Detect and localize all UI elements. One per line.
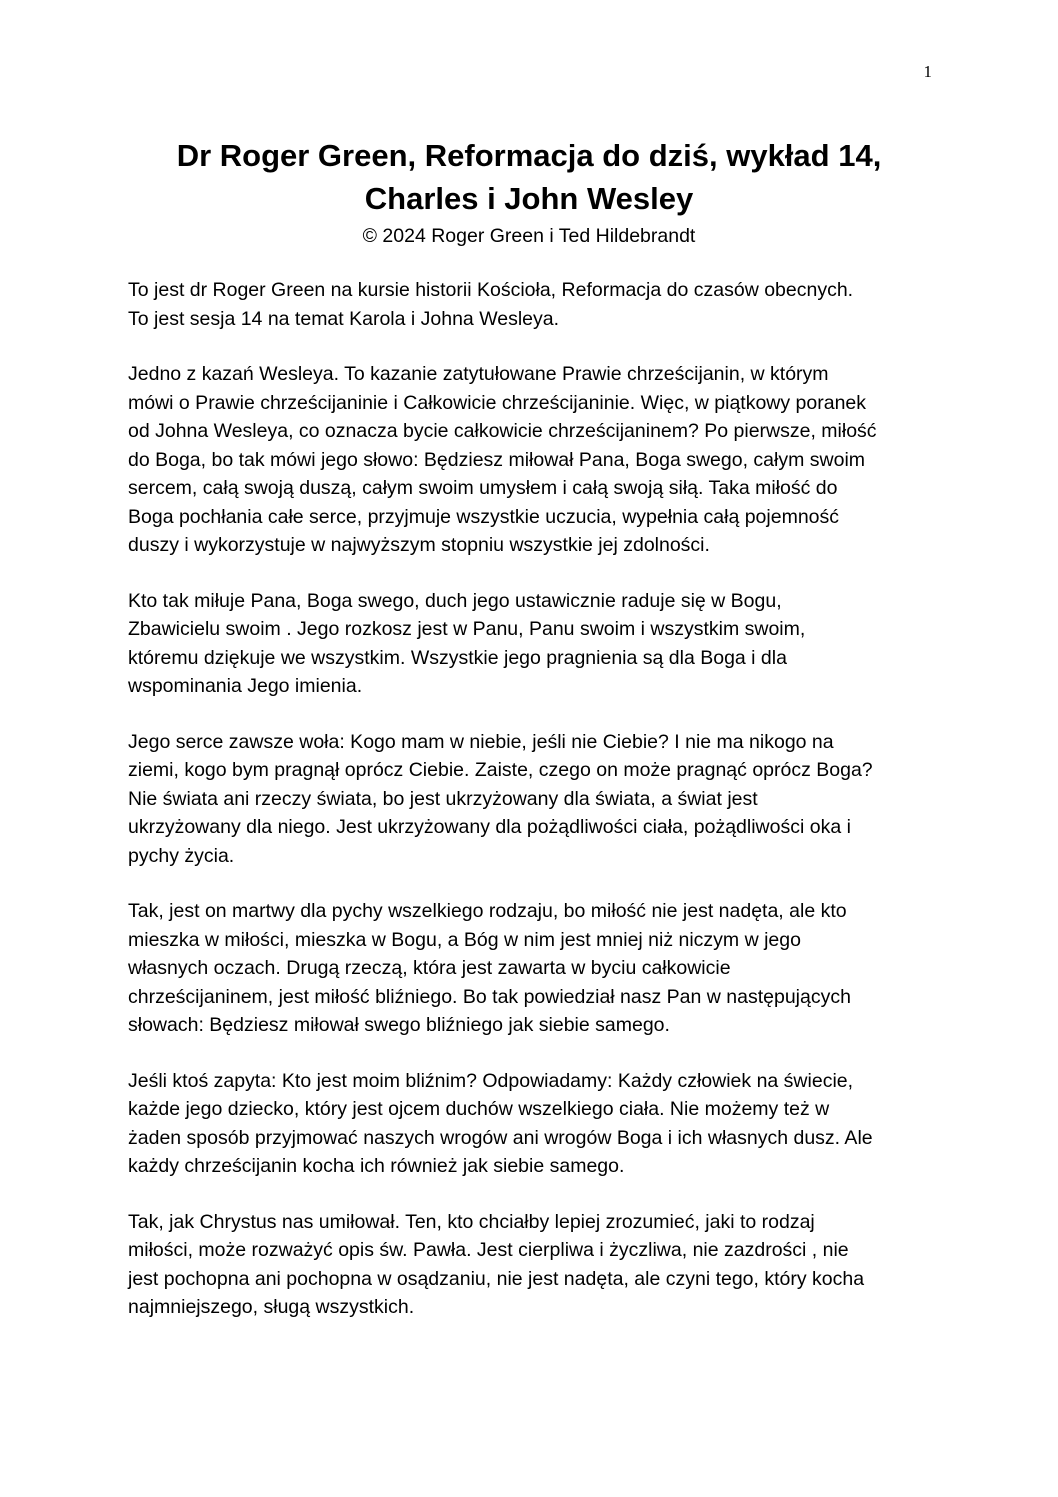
document-title [100,134,958,220]
paragraph [128,728,948,871]
text-line: mieszka w miłości, mieszka w Bogu, a Bóg w nim jest mniej niż niczym w jego [128,928,801,951]
paragraph [128,360,948,560]
text-line: do Boga, bo tak mówi jego słowo: Będziesz miłował Pana, Boga swego, całym swoim [128,448,866,471]
paragraph [128,1067,948,1181]
text-line: Jego serce zawsze woła: Kogo mam w niebie, jeśli nie Ciebie? I nie ma nikogo na [128,730,834,753]
text-line: któremu dziękuje we wszystkim. Wszystkie jego pragnienia są dla Boga i dla [128,646,787,669]
text-line: To jest dr Roger Green na kursie historii Kościoła, Reformacja do czasów obecnych. [128,279,854,301]
text-line: pychy życia. [128,844,235,867]
text-line: Nie świata ani rzeczy świata, bo jest ukrzyżowany dla świata, a świat jest [128,787,758,810]
text-line: duszy i wykorzystuje w najwyższym stopniu wszystkie jej zdolności. [128,534,710,556]
paragraph [128,1208,948,1322]
text-line: każdy chrześcijanin kocha ich również jak siebie samego. [128,1155,625,1177]
text-line: Jedno z kazań Wesleya. To kazanie zatytułowane Prawie chrześcijanin, w którym [128,363,829,385]
paragraph [128,587,948,701]
text-line: od Johna Wesleya, co oznacza bycie całkowicie chrześcijaninem? Po pierwsze, miłość [128,420,877,442]
text-line: Boga pochłania całe serce, przyjmuje wszystkie uczucia, wypełnia całą pojemność [128,505,840,528]
text-line: Tak, jak Chrystus nas umiłował. Ten, kto chciałby lepiej zrozumieć, jaki to rodzaj [128,1210,815,1233]
text-line: Tak, jest on martwy dla pychy wszelkiego rodzaju, bo miłość nie jest nadęta, ale kto [128,900,847,922]
page-number: 1 [923,62,932,81]
text-line: Jeśli ktoś zapyta: Kto jest moim bliźnim? Odpowiadamy: Każdy człowiek na świecie, [128,1069,854,1092]
text-line: miłości, może rozważyć opis św. Pawła. Jest cierpliwa i życzliwa, nie zazdrości , nie [128,1239,849,1261]
text-line: To jest sesja 14 na temat Karola i Johna Wesleya. [128,307,560,330]
document-body [128,276,948,1349]
text-line: najmniejszego, sługą wszystkich. [128,1296,415,1318]
text-line: ziemi, kogo bym pragnął oprócz Ciebie. Zaiste, czego on może pragnąć oprócz Boga? [128,759,873,781]
paragraph [128,897,948,1040]
paragraph [128,276,948,333]
title-line: Dr Roger Green, Reformacja do dziś, wykład 14, [176,138,882,173]
copyright-notice: © 2024 Roger Green i Ted Hildebrandt [362,225,696,247]
text-line: Kto tak miłuje Pana, Boga swego, duch jego ustawicznie raduje się w Bogu, [128,589,782,612]
text-line: żaden sposób przyjmować naszych wrogów ani wrogów Boga i ich własnych dusz. Ale [128,1126,873,1149]
text-line: każde jego dziecko, który jest ojcem duchów wszelkiego ciała. Nie możemy też w [128,1098,830,1120]
text-line: sercem, całą swoją duszą, całym swoim umysłem i całą swoją siłą. Taka miłość do [128,477,838,499]
text-line: własnych oczach. Drugą rzeczą, która jest zawarta w byciu całkowicie [128,957,731,979]
text-line: chrześcijaninem, jest miłość bliźniego. Bo tak powiedział nasz Pan w następujących [128,985,851,1008]
text-line: ukrzyżowany dla niego. Jest ukrzyżowany dla pożądliwości ciała, pożądliwości oka i [128,816,851,838]
text-line: Zbawicielu swoim . Jego rozkosz jest w Panu, Panu swoim i wszystkim swoim, [128,618,806,640]
text-line: mówi o Prawie chrześcijaninie i Całkowicie chrześcijaninie. Więc, w piątkowy poranek [128,391,867,414]
text-line: wspominania Jego imienia. [128,675,363,697]
text-line: jest pochopna ani pochopna w osądzaniu, nie jest nadęta, ale czyni tego, który kocha [128,1267,865,1290]
title-line: Charles i John Wesley [364,181,694,216]
text-line: słowach: Będziesz miłował swego bliźniego jak siebie samego. [128,1014,670,1036]
